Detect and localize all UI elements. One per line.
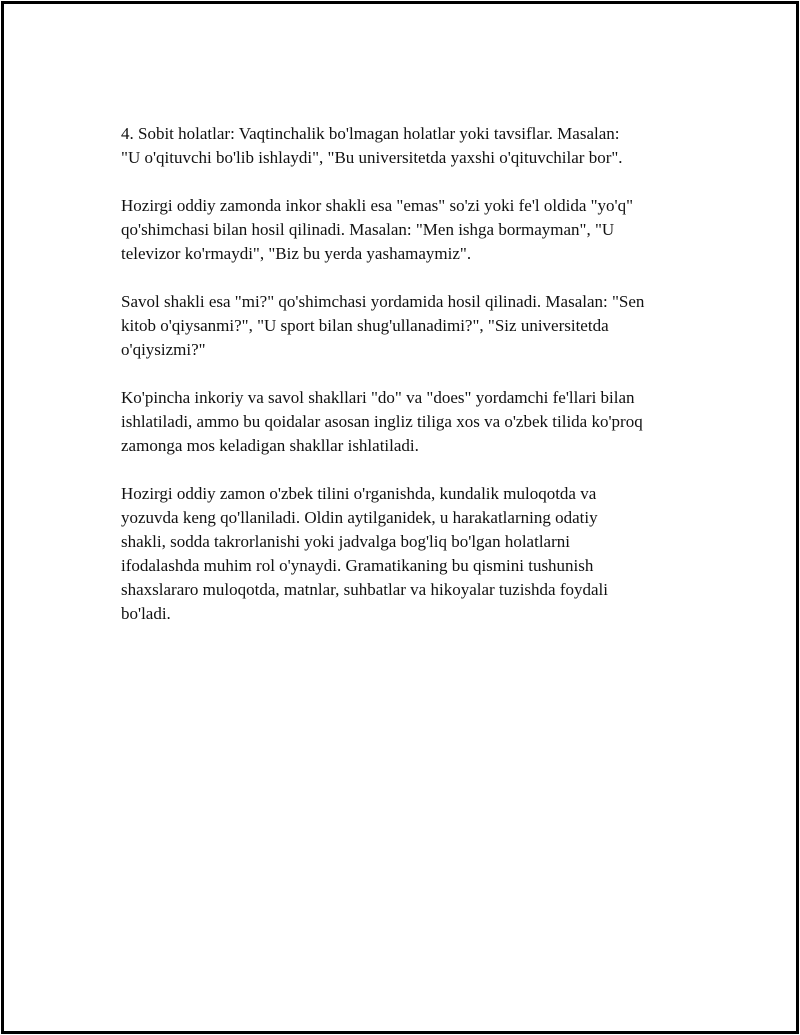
text-line: zamonga mos keladigan shakllar ishlatiladi. <box>121 436 419 455</box>
paragraph-yordamchi-fellar <box>121 386 701 458</box>
text-line: qo'shimchasi bilan hosil qilinadi. Masalan: "Men ishga bormayman", "U <box>121 220 615 239</box>
text-line: "U o'qituvchi bo'lib ishlaydi", "Bu universitetda yaxshi o'qituvchilar bor". <box>121 148 623 167</box>
text-line: Savol shakli esa "mi?" qo'shimchasi yordamida hosil qilinadi. Masalan: "Sen <box>121 292 645 311</box>
text-line: ishlatiladi, ammo bu qoidalar asosan ingliz tiliga xos va o'zbek tilida ko'proq <box>121 412 643 431</box>
text-line: televizor ko'rmaydi", "Biz bu yerda yashamaymiz". <box>121 244 472 263</box>
text-line: bo'ladi. <box>121 604 171 623</box>
page-frame <box>1 1 799 1034</box>
paragraph-inkor-shakli <box>121 194 701 266</box>
text-line: 4. Sobit holatlar: Vaqtinchalik bo'lmagan holatlar yoki tavsiflar. Masalan: <box>121 124 620 143</box>
text-line: kitob o'qiysanmi?", "U sport bilan shug'ullanadimi?", "Siz universitetda <box>121 316 609 335</box>
text-line: Ko'pincha inkoriy va savol shakllari "do" va "does" yordamchi fe'llari bilan <box>121 388 635 407</box>
text-line: yozuvda keng qo'llaniladi. Oldin aytilganidek, u harakatlarning odatiy <box>121 508 598 527</box>
text-line: Hozirgi oddiy zamon o'zbek tilini o'rganishda, kundalik muloqotda va <box>121 484 597 503</box>
paragraph-savol-shakli <box>121 290 701 362</box>
text-line: shaxslararo muloqotda, matnlar, suhbatlar va hikoyalar tuzishda foydali <box>121 580 608 599</box>
text-line: o'qiysizmi?" <box>121 340 206 359</box>
text-line: Hozirgi oddiy zamonda inkor shakli esa "emas" so'zi yoki fe'l oldida "yo'q" <box>121 196 634 215</box>
text-line: ifodalashda muhim rol o'ynaydi. Gramatikaning bu qismini tushunish <box>121 556 594 575</box>
page-body <box>121 122 701 650</box>
paragraph-xulosa <box>121 482 701 626</box>
text-line: shakli, sodda takrorlanishi yoki jadvalga bog'liq bo'lgan holatlarni <box>121 532 570 551</box>
paragraph-sobit-holatlar <box>121 122 701 170</box>
